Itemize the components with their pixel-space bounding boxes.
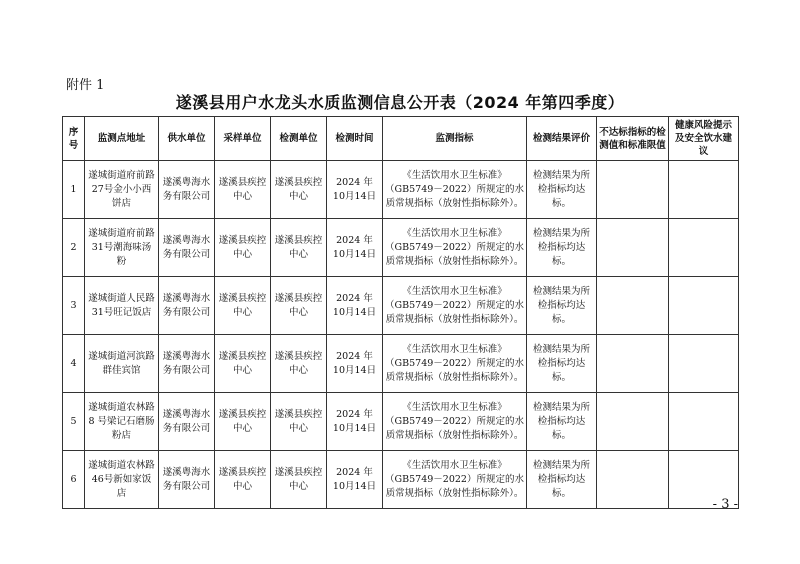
table-row: [63, 219, 739, 277]
cell-advice: [669, 161, 739, 219]
cell-sampler: 遂溪县疾控中心: [215, 161, 271, 219]
cell-site: 遂城街道府前路31号潮海味汤粉: [85, 219, 159, 277]
cell-sampler: 遂溪县疾控中心: [215, 393, 271, 451]
cell-result: 检测结果为所检指标均达标。: [527, 219, 597, 277]
header-supply: 供水单位: [159, 117, 215, 161]
cell-site: 遂城街道农林路 8 号梁记石磨肠粉店: [85, 393, 159, 451]
cell-metric: 《生活饮用水卫生标准》（GB5749－2022）所规定的水质常规指标（放射性指标除外）。: [383, 219, 527, 277]
cell-result: 检测结果为所检指标均达标。: [527, 393, 597, 451]
cell-metric: 《生活饮用水卫生标准》（GB5749－2022）所规定的水质常规指标（放射性指标除外）。: [383, 335, 527, 393]
cell-supply: 遂溪粤海水务有限公司: [159, 393, 215, 451]
header-advice: 健康风险提示及安全饮水建议: [669, 117, 739, 161]
cell-result: 检测结果为所检指标均达标。: [527, 451, 597, 509]
cell-seq: 6: [63, 451, 85, 509]
cell-exceed: [597, 393, 669, 451]
cell-result: 检测结果为所检指标均达标。: [527, 277, 597, 335]
cell-result: 检测结果为所检指标均达标。: [527, 161, 597, 219]
cell-time: 2024 年 10月14日: [327, 335, 383, 393]
cell-advice: [669, 393, 739, 451]
table-row: [63, 161, 739, 219]
cell-seq: 4: [63, 335, 85, 393]
cell-tester: 遂溪县疾控中心: [271, 219, 327, 277]
cell-sampler: 遂溪县疾控中心: [215, 277, 271, 335]
header-tester: 检测单位: [271, 117, 327, 161]
cell-seq: 2: [63, 219, 85, 277]
attachment-label: 附件 1: [66, 78, 105, 93]
page-number: - 3 -: [712, 497, 738, 512]
cell-advice: [669, 219, 739, 277]
cell-tester: 遂溪县疾控中心: [271, 335, 327, 393]
table-row: [63, 451, 739, 509]
cell-metric: 《生活饮用水卫生标准》（GB5749－2022）所规定的水质常规指标（放射性指标除外）。: [383, 451, 527, 509]
cell-sampler: 遂溪县疾控中心: [215, 219, 271, 277]
cell-exceed: [597, 161, 669, 219]
cell-supply: 遂溪粤海水务有限公司: [159, 161, 215, 219]
cell-tester: 遂溪县疾控中心: [271, 277, 327, 335]
page-title: 遂溪县用户水龙头水质监测信息公开表（2024 年第四季度）: [175, 93, 625, 112]
cell-tester: 遂溪县疾控中心: [271, 161, 327, 219]
header-seq: 序号: [63, 117, 85, 161]
cell-advice: [669, 335, 739, 393]
cell-time: 2024 年 10月14日: [327, 393, 383, 451]
cell-exceed: [597, 277, 669, 335]
cell-sampler: 遂溪县疾控中心: [215, 335, 271, 393]
cell-sampler: 遂溪县疾控中心: [215, 451, 271, 509]
cell-supply: 遂溪粤海水务有限公司: [159, 277, 215, 335]
cell-site: 遂城街道农林路46号新如家饭店: [85, 451, 159, 509]
cell-tester: 遂溪县疾控中心: [271, 393, 327, 451]
cell-seq: 5: [63, 393, 85, 451]
cell-supply: 遂溪粤海水务有限公司: [159, 451, 215, 509]
header-sampler: 采样单位: [215, 117, 271, 161]
table-row: [63, 277, 739, 335]
cell-site: 遂城街道河滨路群佳宾馆: [85, 335, 159, 393]
monitoring-table: [62, 116, 739, 509]
header-metric: 监测指标: [383, 117, 527, 161]
cell-site: 遂城街道府前路27号金小小西饼店: [85, 161, 159, 219]
table-row: [63, 393, 739, 451]
cell-result: 检测结果为所检指标均达标。: [527, 335, 597, 393]
header-exceed: 不达标指标的检测值和标准限值: [597, 117, 669, 161]
header-result: 检测结果评价: [527, 117, 597, 161]
header-site: 监测点地址: [85, 117, 159, 161]
table-header-row: [63, 117, 739, 161]
cell-supply: 遂溪粤海水务有限公司: [159, 219, 215, 277]
cell-time: 2024 年 10月14日: [327, 277, 383, 335]
cell-seq: 3: [63, 277, 85, 335]
cell-seq: 1: [63, 161, 85, 219]
cell-exceed: [597, 451, 669, 509]
cell-time: 2024 年 10月14日: [327, 219, 383, 277]
cell-metric: 《生活饮用水卫生标准》（GB5749－2022）所规定的水质常规指标（放射性指标除外）。: [383, 277, 527, 335]
cell-advice: [669, 277, 739, 335]
cell-metric: 《生活饮用水卫生标准》（GB5749－2022）所规定的水质常规指标（放射性指标除外）。: [383, 161, 527, 219]
cell-tester: 遂溪县疾控中心: [271, 451, 327, 509]
cell-time: 2024 年 10月14日: [327, 161, 383, 219]
cell-time: 2024 年 10月14日: [327, 451, 383, 509]
table-row: [63, 335, 739, 393]
cell-site: 遂城街道人民路31号旺记饭店: [85, 277, 159, 335]
cell-exceed: [597, 335, 669, 393]
cell-metric: 《生活饮用水卫生标准》（GB5749－2022）所规定的水质常规指标（放射性指标除外）。: [383, 393, 527, 451]
cell-supply: 遂溪粤海水务有限公司: [159, 335, 215, 393]
header-time: 检测时间: [327, 117, 383, 161]
cell-exceed: [597, 219, 669, 277]
